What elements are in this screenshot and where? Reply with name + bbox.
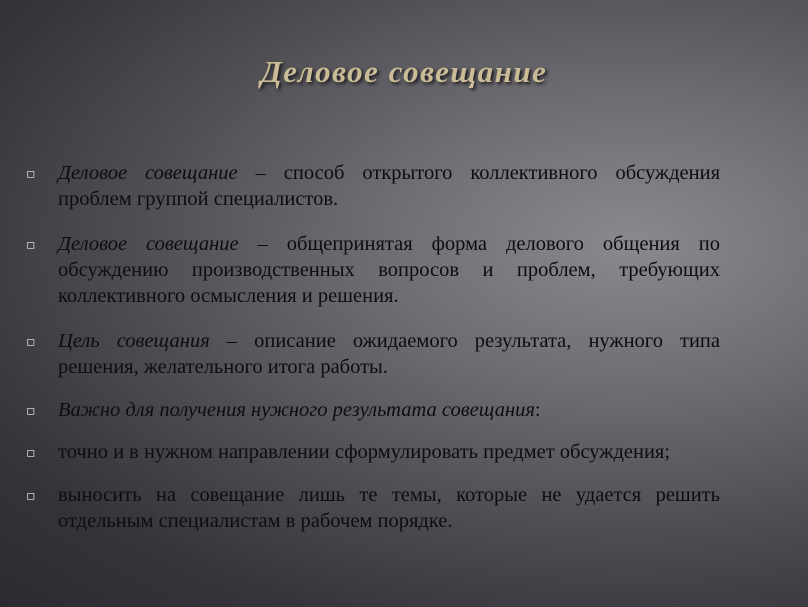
item-term: Деловое совещание xyxy=(58,162,238,184)
list-item xyxy=(26,231,720,309)
item-text: – общепринятая форма делового общения по обсуждению производственных вопросов и проблем, требующих коллективного осмысления и решения. xyxy=(58,233,721,307)
list-item xyxy=(26,482,720,534)
bullet-icon: ▫ xyxy=(26,237,36,253)
bullet-icon: ▫ xyxy=(26,166,36,182)
item-term: Важно для получения нужного результата совещания xyxy=(58,399,535,421)
list-item xyxy=(26,160,720,212)
item-term: Деловое совещание xyxy=(58,233,239,255)
item-text: выносить на совещание лишь те темы, которые не удается решить отдельным специалистам в рабочем порядке. xyxy=(58,484,720,532)
bullet-icon: ▫ xyxy=(26,488,36,504)
bullet-list xyxy=(26,160,720,534)
bullet-icon: ▫ xyxy=(26,403,36,419)
item-text: : xyxy=(534,399,541,421)
item-text: – способ открытого коллективного обсуждения проблем группой специалистов. xyxy=(58,162,720,210)
list-item xyxy=(26,439,720,465)
item-text: – описание ожидаемого результата, нужного типа решения, желательного итога работы. xyxy=(58,330,720,378)
list-item xyxy=(26,397,720,423)
bullet-icon: ▫ xyxy=(26,334,36,350)
item-term: Цель совещания xyxy=(58,330,210,352)
list-item xyxy=(26,328,720,380)
bullet-icon: ▫ xyxy=(26,445,36,461)
item-text: точно и в нужном направлении сформулировать предмет обсуждения; xyxy=(58,441,671,463)
slide-title: Деловое совещание xyxy=(260,54,548,89)
